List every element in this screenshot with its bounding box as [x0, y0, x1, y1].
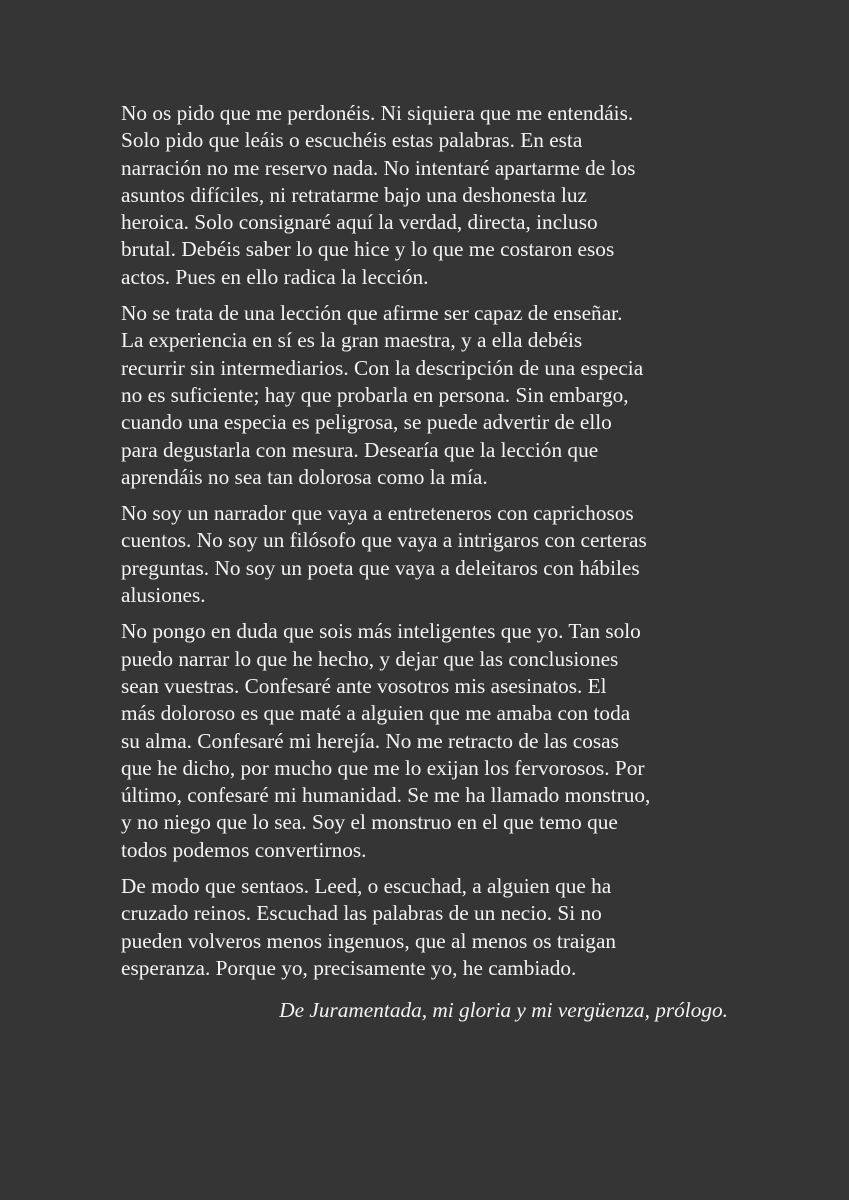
- text-line: esperanza. Porque yo, precisamente yo, he cambiado.: [121, 955, 577, 980]
- text-line: cuentos. No soy un filósofo que vaya a intrigaros con certeras: [121, 528, 647, 553]
- paragraph-3: [121, 500, 733, 609]
- text-line: asuntos difíciles, ni retratarme bajo una deshonesta luz: [121, 182, 588, 207]
- text-line: todos podemos convertirnos.: [121, 837, 367, 862]
- text-line: La experiencia en sí es la gran maestra, y a ella debéis: [121, 328, 583, 353]
- text-line: heroica. Solo consignaré aquí la verdad, directa, incluso: [121, 210, 598, 235]
- text-line: No soy un narrador que vaya a entreteneros con caprichosos: [121, 501, 634, 526]
- paragraph-2: [121, 300, 733, 491]
- text-line: aprendáis no sea tan dolorosa como la mía.: [121, 464, 488, 489]
- text-line: alusiones.: [121, 583, 206, 608]
- text-line: De modo que sentaos. Leed, o escuchad, a alguien que ha: [121, 874, 612, 899]
- text-line: para degustarla con mesura. Desearía que la lección que: [121, 437, 599, 462]
- text-line: cuando una especia es peligrosa, se puede advertir de ello: [121, 410, 612, 435]
- text-line: brutal. Debéis saber lo que hice y lo que me costaron esos: [121, 237, 615, 262]
- text-line: No os pido que me perdonéis. Ni siquiera que me entendáis.: [121, 101, 634, 125]
- text-line: su alma. Confesaré mi herejía. No me retracto de las cosas: [121, 728, 619, 753]
- text-line: narración no me reservo nada. No intentaré apartarme de los: [121, 155, 636, 180]
- text-line: último, confesaré mi humanidad. Se me ha llamado monstruo,: [121, 783, 651, 808]
- text-line: recurrir sin intermediarios. Con la descripción de una especia: [121, 355, 644, 380]
- text-line: No pongo en duda que sois más inteligentes que yo. Tan solo: [121, 619, 641, 644]
- text-line: no es suficiente; hay que probarla en persona. Sin embargo,: [121, 382, 629, 407]
- prologue-text: [121, 100, 733, 991]
- text-line: No se trata de una lección que afirme ser capaz de enseñar.: [121, 301, 623, 326]
- text-line: sean vuestras. Confesaré ante vosotros mis asesinatos. El: [121, 673, 607, 698]
- paragraph-1: [121, 100, 733, 291]
- text-line: pueden volveros menos ingenuos, que al menos os traigan: [121, 928, 617, 953]
- text-line: actos. Pues en ello radica la lección.: [121, 264, 429, 289]
- text-line: más doloroso es que maté a alguien que me amaba con toda: [121, 701, 631, 726]
- text-line: preguntas. No soy un poeta que vaya a deleitaros con hábiles: [121, 555, 640, 580]
- paragraph-4: [121, 618, 733, 864]
- text-line: y no niego que lo sea. Soy el monstruo en el que temo que: [121, 810, 618, 835]
- text-line: Solo pido que leáis o escuchéis estas palabras. En esta: [121, 128, 583, 153]
- paragraph-5: [121, 873, 733, 982]
- text-line: que he dicho, por mucho que me lo exijan los fervorosos. Por: [121, 755, 645, 780]
- attribution: De Juramentada, mi gloria y mi vergüenza, prólogo.: [279, 998, 728, 1022]
- text-line: puedo narrar lo que he hecho, y dejar que las conclusiones: [121, 646, 619, 671]
- text-line: cruzado reinos. Escuchad las palabras de un necio. Si no: [121, 901, 602, 926]
